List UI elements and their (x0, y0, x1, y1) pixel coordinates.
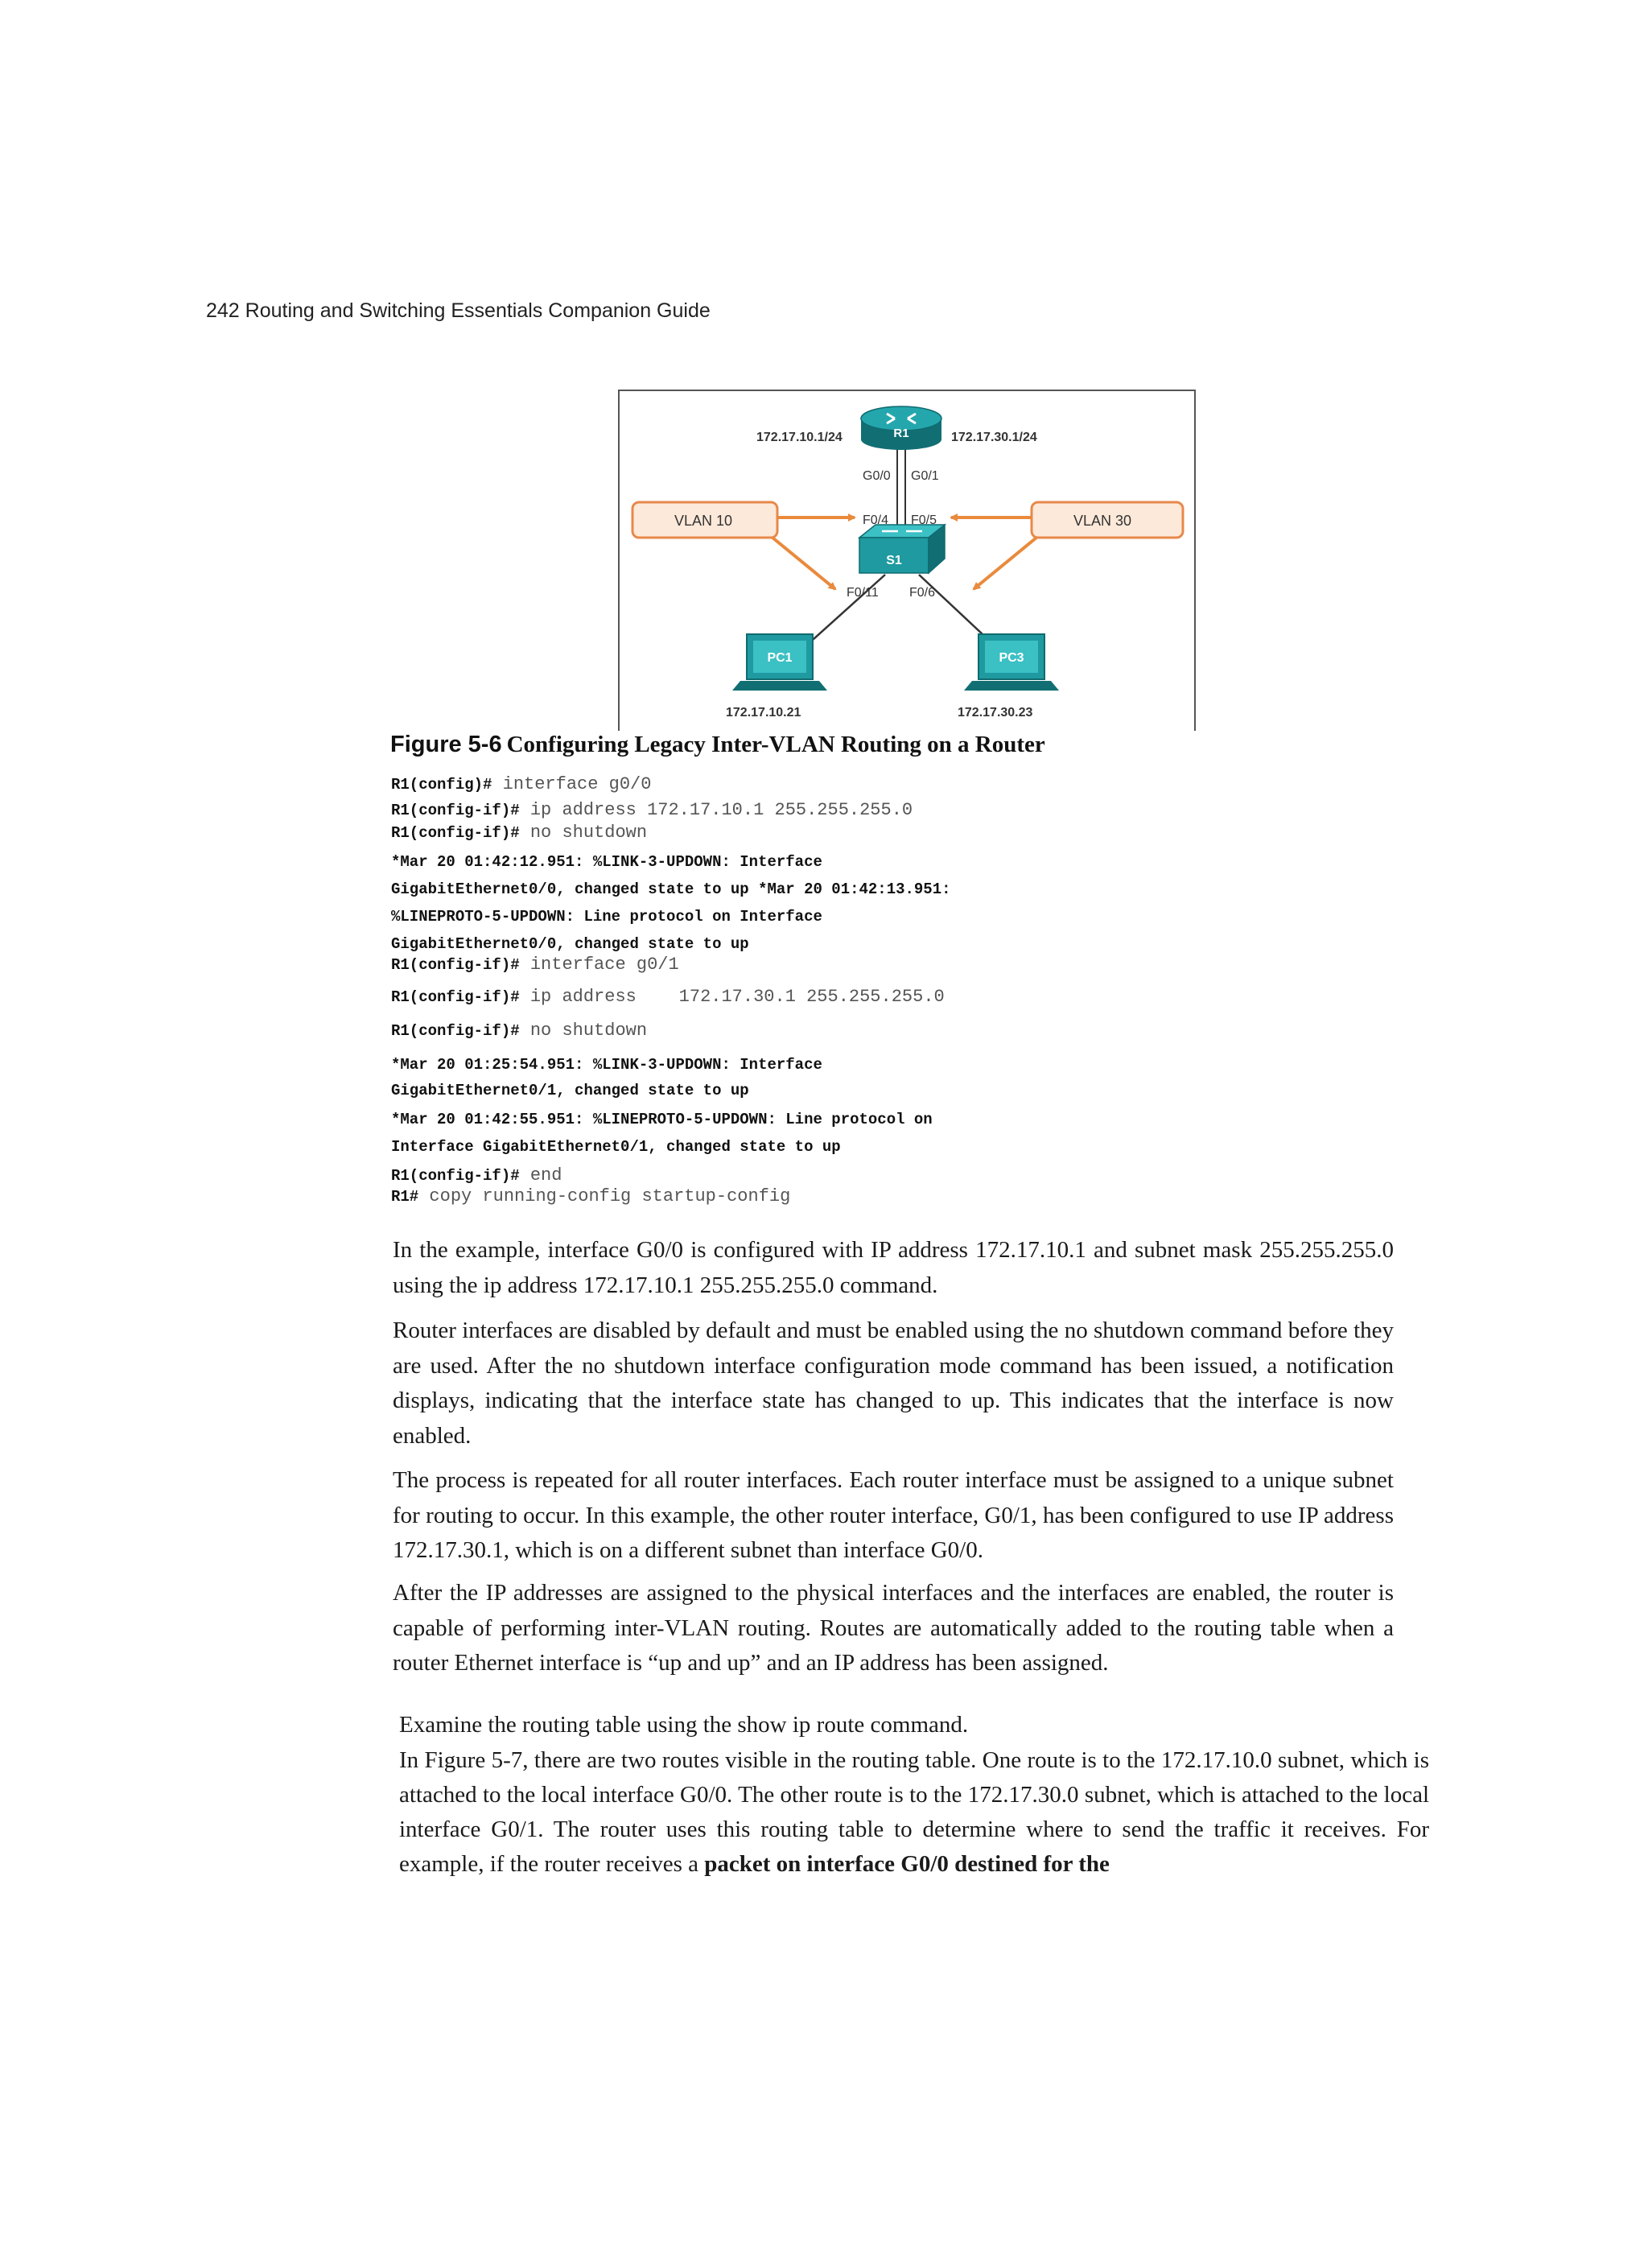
port-g01: G0/1 (911, 469, 939, 483)
paragraph-text: In Figure 5-7, there are two routes visible in the routing table. One route is to the 172.17.10.0 subnet, which is attached to the local interface G0/0. The other route is to the 172.17.30.0 subnet, which is attached to the local interface G0/1. The router uses this routing table to determine where to send the traffic it receives. For example, if the router receives a (399, 1747, 1429, 1877)
router-label: R1 (893, 427, 909, 440)
cli-log-line: *Mar 20 01:42:55.951: %LINEPROTO-5-UPDOWN: Line protocol on (391, 1111, 933, 1128)
cli-line: R1(config-if)# interface g0/1 (391, 955, 679, 975)
vlan-10-label: VLAN 10 (674, 513, 733, 529)
cli-log-line: GigabitEthernet0/0, changed state to up (391, 935, 749, 953)
arrow-vlan10-to-pc1 (772, 538, 835, 589)
figure-number: Figure 5-6 (390, 732, 502, 757)
pc1-label: PC1 (767, 651, 793, 665)
paragraph-bold-text: packet on interface G0/0 destined for the (704, 1851, 1110, 1877)
port-f011: F0/11 (847, 586, 879, 600)
router-icon (861, 406, 941, 450)
cli-line: R1(config-if)# no shutdown (391, 823, 648, 843)
router-left-ip: 172.17.10.1/24 (756, 431, 843, 444)
port-g00: G0/0 (863, 469, 891, 483)
network-diagram (618, 390, 1196, 731)
cli-line: R1(config-if)# end (391, 1165, 562, 1186)
body-paragraph: After the IP addresses are assigned to the physical interfaces and the interfaces are enabled, the router is capable of performing inter-VLAN routing. Routes are automatically added to the routing table when a router Ethernet interface is “up and up” and an IP address has been assigned. (393, 1580, 1394, 1676)
router-right-ip: 172.17.30.1/24 (951, 431, 1037, 444)
body-paragraph: In the example, interface G0/0 is configured with IP address 172.17.10.1 and subnet mask 255.255.255.0 using the ip address 172.17.10.1 255.255.255.0 command. (393, 1237, 1394, 1298)
cli-log-line: GigabitEthernet0/1, changed state to up (391, 1082, 749, 1099)
body-paragraph: The process is repeated for all router interfaces. Each router interface must be assigned to a unique subnet for routing to occur. In this example, the other router interface, G0/1, has been configured to use IP address 172.17.30.1, which is on a different subnet than interface G0/0. (393, 1467, 1394, 1563)
cli-line: R1(config)# interface g0/0 (391, 774, 652, 794)
vlan-10-box (632, 502, 777, 538)
body-paragraph: Examine the routing table using the show ip route command. (399, 1712, 969, 1738)
cli-line: R1(config-if)# no shutdown (391, 1021, 648, 1041)
pc3-ip: 172.17.30.23 (958, 706, 1033, 720)
vlan-30-box (1032, 502, 1183, 538)
port-f06: F0/6 (909, 586, 936, 600)
cli-line: R1(config-if)# ip address 172.17.10.1 255.255.255.0 (391, 800, 913, 820)
pc3-icon (964, 634, 1059, 691)
switch-label: S1 (886, 554, 902, 567)
topology-svg (620, 391, 1194, 732)
figure-caption (390, 732, 1045, 758)
cli-log-line: Interface GigabitEthernet0/1, changed state to up (391, 1138, 841, 1156)
cli-log-line: %LINEPROTO-5-UPDOWN: Line protocol on Interface (391, 908, 822, 926)
figure-title: Configuring Legacy Inter-VLAN Routing on a Router (506, 732, 1045, 757)
body-paragraph: Router interfaces are disabled by default and must be enabled using the no shutdown command before they are used. After the no shutdown interface configuration mode command has been issued, a notification displays, indicating that the interface state has changed to up. This indicates that the interface is now enabled. (393, 1318, 1394, 1449)
cli-line: R1(config-if)# ip address 172.17.30.1 255.255.255.0 (391, 987, 945, 1007)
port-f05: F0/5 (911, 513, 937, 527)
running-head: 242 Routing and Switching Essentials Companion Guide (206, 299, 711, 322)
port-f04: F0/4 (863, 513, 889, 527)
cli-log-line: *Mar 20 01:25:54.951: %LINK-3-UPDOWN: Interface (391, 1056, 822, 1074)
body-paragraph (399, 1743, 1429, 1882)
cli-line: R1# copy running-config startup-config (391, 1186, 791, 1206)
arrow-vlan30-to-pc3 (974, 538, 1036, 589)
switch-icon (859, 525, 945, 573)
pc1-ip: 172.17.10.21 (726, 706, 801, 720)
pc1-icon (732, 634, 827, 691)
vlan-30-label: VLAN 30 (1073, 513, 1132, 529)
cli-log-line: GigabitEthernet0/0, changed state to up *Mar 20 01:42:13.951: (391, 880, 951, 898)
cli-log-line: *Mar 20 01:42:12.951: %LINK-3-UPDOWN: Interface (391, 853, 822, 871)
pc3-label: PC3 (999, 651, 1024, 665)
